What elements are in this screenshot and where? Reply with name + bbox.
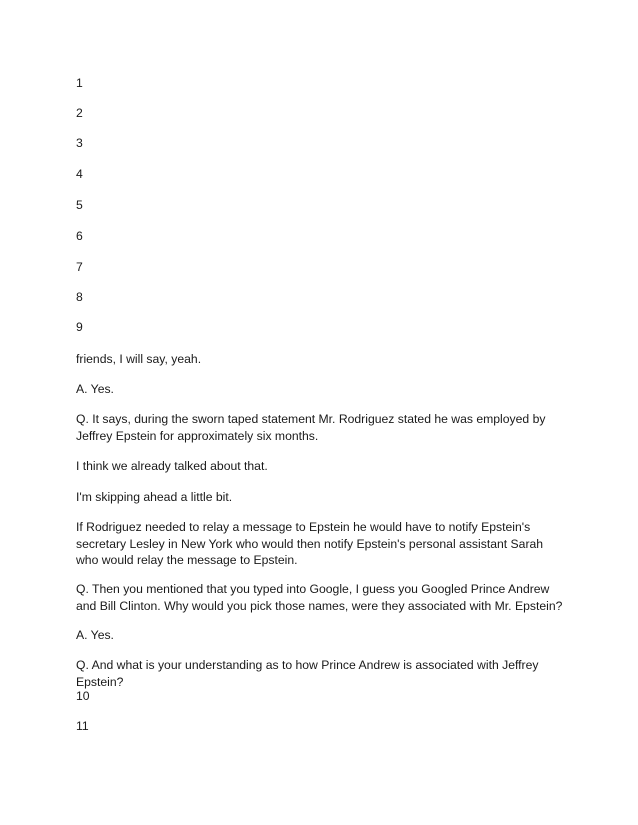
transcript-answer: A. Yes. (76, 382, 114, 396)
transcript-answer: A. Yes. (76, 628, 114, 642)
line-number: 10 (76, 689, 90, 703)
line-number: 6 (76, 229, 83, 243)
transcript-question: Q. And what is your understanding as to how Prince Andrew is associated with Jeffrey Epstein? (76, 658, 539, 689)
transcript-question: Q. It says, during the sworn taped statement Mr. Rodriguez stated he was employed by Jeffrey Epstein for approximately six months. (76, 412, 546, 443)
line-number: 5 (76, 198, 83, 212)
line-number: 8 (76, 290, 83, 304)
transcript-text: If Rodriguez needed to relay a message to Epstein he would have to notify Epstein's secretary Lesley in New York who would then notify Epstein's personal assistant Sarah who would relay the message to Epstein. (76, 520, 544, 567)
transcript-text: friends, I will say, yeah. (76, 352, 202, 366)
line-number: 11 (76, 719, 89, 733)
transcript-text: I'm skipping ahead a little bit. (76, 490, 233, 504)
line-number: 9 (76, 320, 83, 334)
line-number: 4 (76, 167, 83, 181)
line-number: 3 (76, 136, 83, 150)
line-number: 1 (76, 76, 83, 90)
line-number: 7 (76, 260, 83, 274)
transcript-text: I think we already talked about that. (76, 459, 268, 473)
transcript-question: Q. Then you mentioned that you typed into Google, I guess you Googled Prince Andrew and Bill Clinton. Why would you pick those names, were they associated with Mr. Epstein? (76, 582, 563, 613)
line-number: 2 (76, 106, 83, 120)
